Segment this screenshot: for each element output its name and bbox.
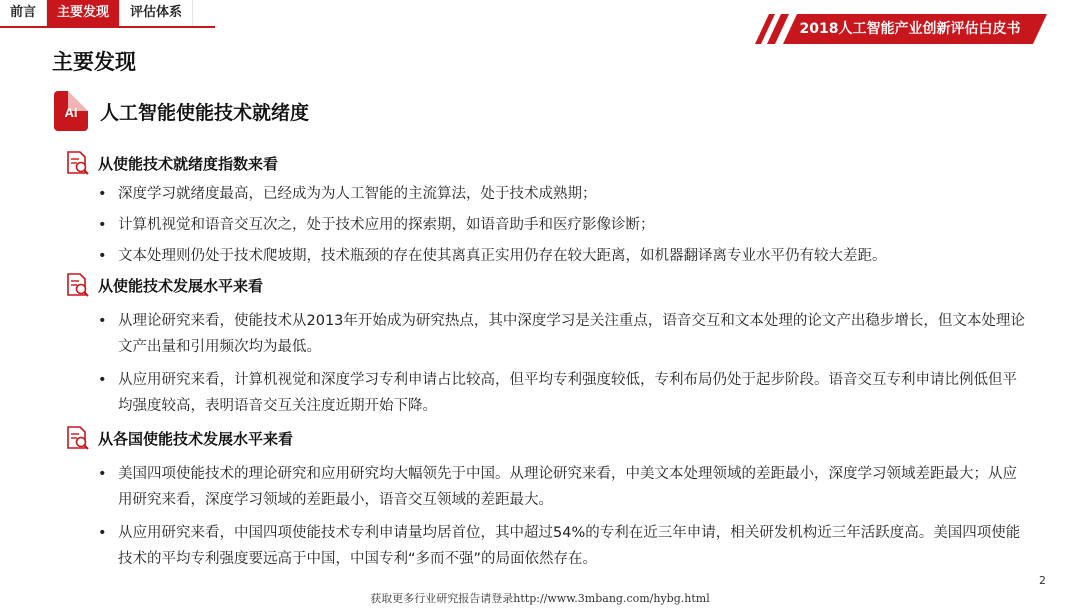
group-heading [64, 272, 263, 298]
bullet-dot: • [98, 186, 107, 202]
report-banner [756, 14, 1066, 44]
document-search-icon [64, 272, 90, 298]
list-item-text: 深度学习就绪度最高，已经成为为人工智能的主流算法，处于技术成熟期； [118, 186, 597, 202]
tab-main-findings[interactable]: 主要发现 [47, 0, 120, 26]
list-item [98, 520, 1028, 572]
list-item [98, 461, 1028, 513]
footer-link-text: 获取更多行业研究报告请登录http://www.3mbang.com/hybg.html [370, 592, 710, 605]
bullet-dot: • [98, 313, 107, 329]
list-item [98, 212, 1028, 238]
list-item [98, 181, 1028, 207]
tab-preface[interactable]: 前言 [0, 0, 47, 26]
bullet-dot: • [98, 217, 107, 233]
list-item-text: 文本处理则仍处于技术爬坡期，技术瓶颈的存在使其离真正实用仍存在较大距离，如机器翻译离专业水平仍有较大差距。 [118, 248, 887, 264]
bullet-dot: • [98, 466, 107, 482]
list-item-text: 从应用研究来看，计算机视觉和深度学习专利申请占比较高，但平均专利强度较低，专利布局仍处于起步阶段。语音交互专利申请比例低但平均强度较高，表明语音交互关注度近期开始下降。 [118, 372, 1017, 414]
list-item-text: 从理论研究来看，使能技术从2013年开始成为研究热点，其中深度学习是关注重点，语音交互和文本处理的论文产出稳步增长，但文本处理论文产出量和引用频次均为最低。 [118, 313, 1025, 355]
ai-icon-label: AI [64, 105, 78, 120]
document-search-icon [64, 425, 90, 451]
list-item [98, 367, 1028, 419]
document-search-icon [64, 150, 90, 176]
tab-evaluation-system[interactable]: 评估体系 [120, 0, 193, 26]
list-item [98, 243, 1028, 269]
ai-document-icon [54, 91, 88, 131]
bullet-dot: • [98, 525, 107, 541]
group-heading-text: 从使能技术发展水平来看 [98, 276, 264, 295]
bullet-dot: • [98, 248, 107, 264]
page-number: 2 [1039, 574, 1046, 587]
list-item-text: 美国四项使能技术的理论研究和应用研究均大幅领先于中国。从理论研究来看，中美文本处理领域的差距最小，深度学习领域差距最大；从应用研究来看，深度学习领域的差距最小，语音交互领域的差距最大。 [118, 466, 1017, 508]
group-heading [64, 150, 278, 176]
nav-underline [0, 26, 215, 28]
list-item-text: 计算机视觉和语音交互次之，处于技术应用的探索期，如语音助手和医疗影像诊断； [118, 217, 655, 233]
group-heading-text: 从各国使能技术发展水平来看 [98, 429, 294, 448]
list-item [98, 308, 1028, 360]
bullet-dot: • [98, 372, 107, 388]
banner-title: 2018人工智能产业创新评估白皮书 [799, 21, 1021, 37]
section-title: 人工智能使能技术就绪度 [100, 102, 310, 124]
top-nav [0, 0, 193, 26]
list-item-text: 从应用研究来看，中国四项使能技术专利申请量均居首位，其中超过54%的专利在近三年申请，相关研发机构近三年活跃度高。美国四项使能技术的平均专利强度要远高于中国，中国专利“多而不强”的局面依然存在。 [118, 525, 1021, 567]
page-title: 主要发现 [52, 50, 136, 74]
group-heading [64, 425, 293, 451]
group-heading-text: 从使能技术就绪度指数来看 [98, 154, 279, 173]
